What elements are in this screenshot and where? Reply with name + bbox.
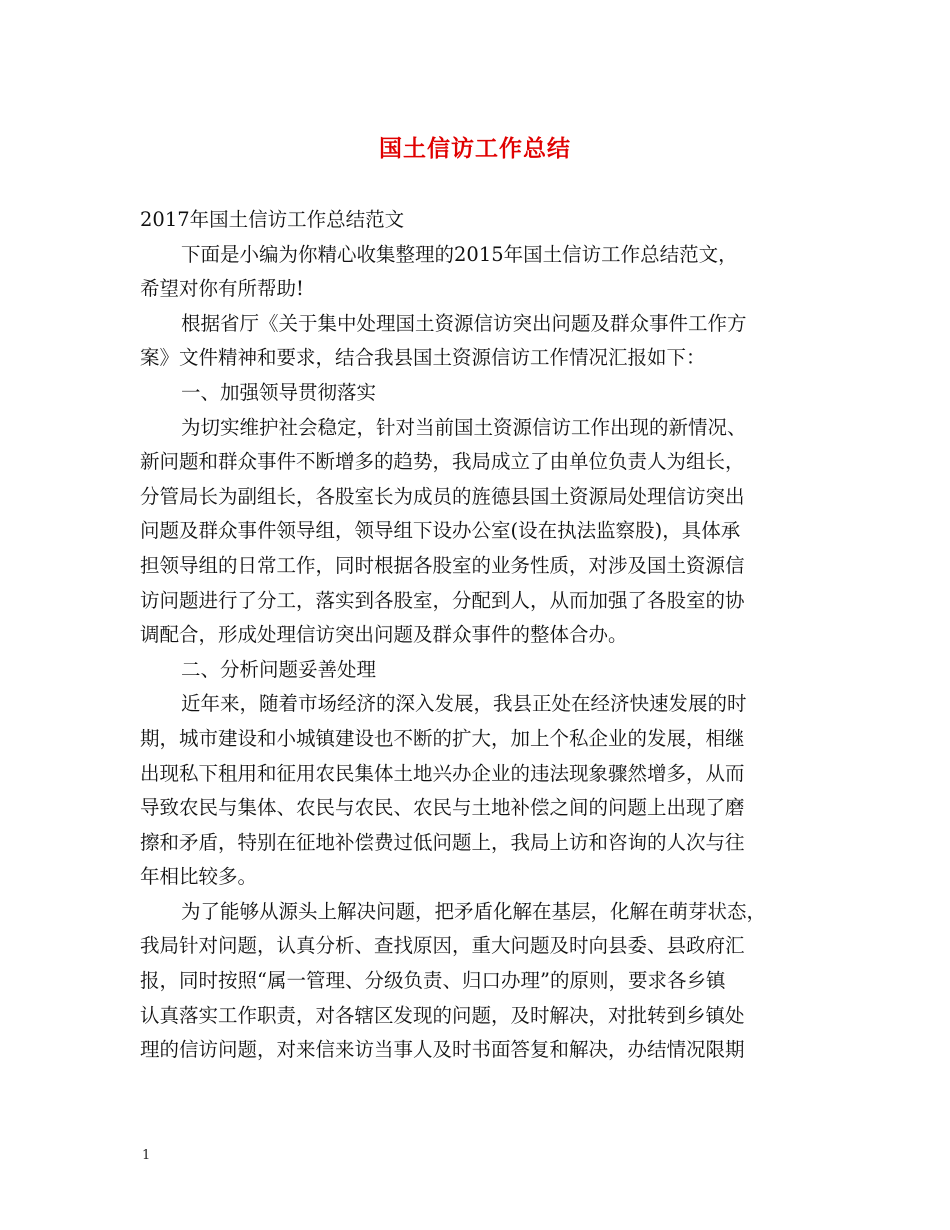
body-line: 根据省厅《关于集中处理国土资源信访突出问题及群众事件工作方 — [181, 311, 747, 335]
body-line: 期，城市建设和小城镇建设也不断的扩大，加上个私企业的发展，相继 — [140, 726, 745, 750]
body-line: 案》文件精神和要求，结合我县国土资源信访工作情况汇报如下： — [140, 346, 706, 370]
body-line: 调配合，形成处理信访突出问题及群众事件的整体合办。 — [140, 623, 628, 647]
body-line: 访问题进行了分工，落实到各股室，分配到人，从而加强了各股室的协 — [140, 588, 745, 612]
body-line: 擦和矛盾，特别在征地补偿费过低问题上，我局上访和咨询的人次与往 — [140, 830, 745, 854]
body-line: 分管局长为副组长，各股室长为成员的旌德县国土资源局处理信访突出 — [140, 484, 745, 508]
body-line: 2017年国土信访工作总结范文 — [140, 208, 405, 231]
body-line: 认真落实工作职责，对各辖区发现的问题，及时解决，对批转到乡镇处 — [140, 1003, 745, 1027]
body-line: 导致农民与集体、农民与农民、农民与土地补偿之间的问题上出现了磨 — [140, 796, 745, 820]
body-line: 我局针对问题，认真分析、查找原因，重大问题及时向县委、县政府汇 — [140, 934, 745, 958]
body-line: 理的信访问题，对来信来访当事人及时书面答复和解决，办结情况限期 — [140, 1038, 745, 1062]
document-title: 国土信访工作总结 — [379, 135, 571, 162]
body-line: 出现私下租用和征用农民集体土地兴办企业的违法现象骤然增多，从而 — [140, 761, 745, 785]
page-number: 1 — [142, 1148, 151, 1163]
body-line: 希望对你有所帮助! — [140, 277, 304, 301]
body-line: 为了能够从源头上解决问题，把矛盾化解在基层，化解在萌芽状态， — [181, 899, 767, 923]
body-line: 下面是小编为你精心收集整理的2015年国土信访工作总结范文， — [181, 242, 738, 266]
body-line: 担领导组的日常工作，同时根据各股室的业务性质，对涉及国土资源信 — [140, 553, 745, 577]
section-heading: 二、分析问题妥善处理 — [181, 657, 377, 681]
body-line: 年相比较多。 — [140, 865, 258, 889]
section-heading: 一、加强领导贯彻落实 — [181, 380, 377, 404]
body-line: 近年来，随着市场经济的深入发展，我县正处在经济快速发展的时 — [181, 692, 747, 716]
body-line: 问题及群众事件领导组，领导组下设办公室(设在执法监察股)，具体承 — [140, 519, 741, 543]
body-line: 报，同时按照“属一管理、分级负责、归口办理”的原则，要求各乡镇 — [140, 969, 726, 993]
body-line: 新问题和群众事件不断增多的趋势，我局成立了由单位负责人为组长， — [140, 450, 745, 474]
body-line: 为切实维护社会稳定，针对当前国土资源信访工作出现的新情况、 — [181, 415, 747, 439]
document-body — [140, 203, 830, 1068]
